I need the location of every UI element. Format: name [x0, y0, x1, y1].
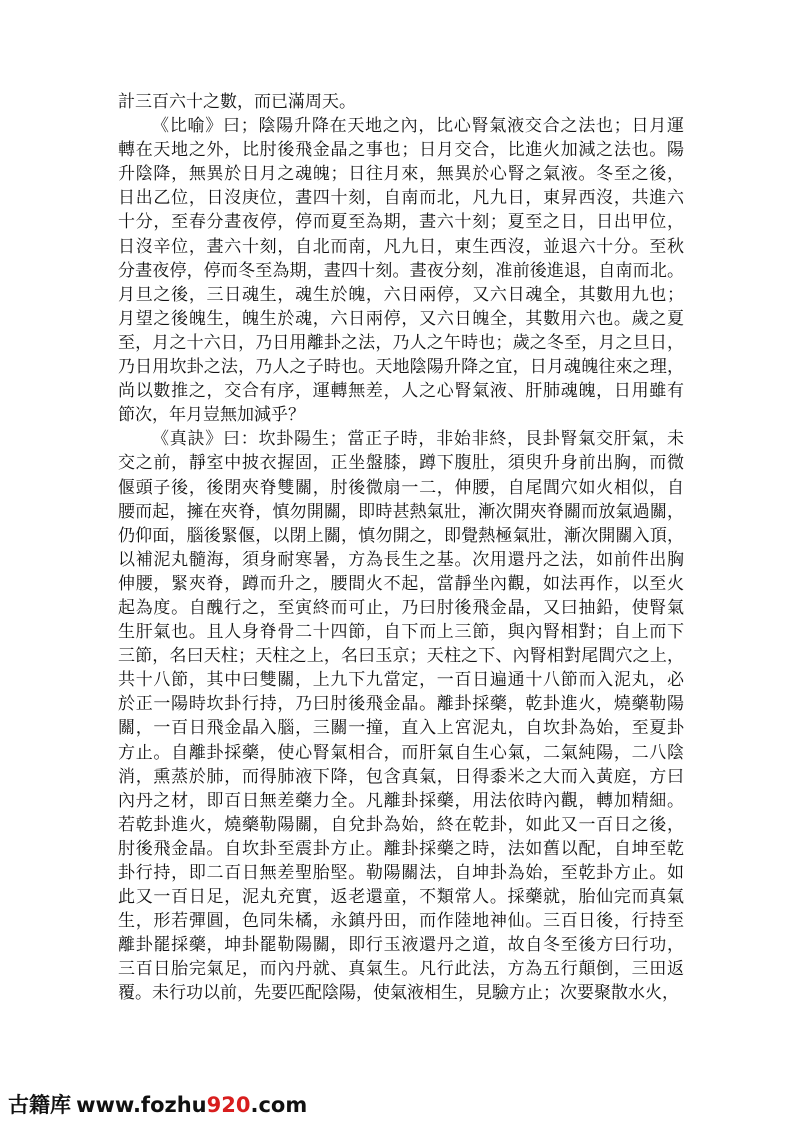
- text-line: 於正一陽時坎卦行持，乃曰肘後飛金晶。離卦採藥，乾卦進火，燒藥勒陽: [118, 694, 684, 715]
- text-line: 此又一百日足，泥丸充實，返老還童，不類常人。採藥就，胎仙完而真氣: [118, 887, 684, 908]
- text-line: 至，月之十六日，乃日用離卦之法，乃人之午時也；歲之冬至，月之旦日，: [118, 332, 684, 353]
- text-line: 《真訣》曰：坎卦陽生；當正子時，非始非終，艮卦腎氣交肝氣，未: [152, 429, 684, 450]
- text-line: 尚以數推之，交合有序，運轉無差，人之心腎氣液、肝肺魂魄，日用雖有: [118, 381, 684, 402]
- text-line: 月旦之後，三日魂生，魂生於魄，六日兩停，又六日魂全，其數用九也；: [118, 284, 684, 305]
- text-line: 日出乙位，日沒庚位，晝四十刻，自南而北，凡九日，東昇西沒，共進六: [118, 188, 684, 209]
- text-line: 生肝氣也。且人身脊骨二十四節，自下而上三節，與內腎相對；自上而下: [118, 622, 684, 643]
- text-line: 消，熏蒸於肺，而得肺液下降，包含真氣，日得黍米之大而入黃庭，方曰: [118, 766, 684, 787]
- paragraph: [118, 90, 684, 114]
- text-line: 腰而起，擁在夾脊，慎勿開關，即時甚熱氣壯，漸次開夾脊關而放氣過關，: [118, 501, 684, 522]
- text-line: 偃頭子後，後閉夾脊雙關，肘後微扇一二，伸腰，自尾閭穴如火相似，自: [118, 477, 684, 498]
- footer-url-prefix: www.fozhu: [76, 1093, 207, 1117]
- text-line: 起為度。自醜行之，至寅終而可止，乃曰肘後飛金晶，又曰抽鉛，使腎氣: [118, 597, 684, 618]
- text-line: 關，一百日飛金晶入腦，三關一撞，直入上宮泥丸，自坎卦為始，至夏卦: [118, 718, 684, 739]
- text-line: 分晝夜停，停而冬至為期，晝四十刻。晝夜分刻，准前後進退，自南而北。: [118, 260, 684, 281]
- text-line: 交之前，靜室中披衣握固，正坐盤膝，蹲下腹肚，須臾升身前出胸，而微: [118, 453, 684, 474]
- text-line: 生，形若彈圓，色同朱橘，永鎮丹田，而作陸地神仙。三百日後，行持至: [118, 911, 684, 932]
- paragraph: [118, 114, 684, 427]
- text-line: 仍仰面，腦後緊偃，以閉上關，慎勿開之，即覺熱極氣壯，漸次開關入頂，: [118, 525, 684, 546]
- text-line: 內丹之材，即百日無差藥力全。凡離卦採藥，用法依時內觀，轉加精細。: [118, 790, 684, 811]
- footer-url-suffix: .com: [250, 1093, 308, 1117]
- text-line: 共十八節，其中曰雙關，上九下九當定，一百日遍通十八節而入泥丸，必: [118, 670, 684, 691]
- text-line: 月望之後魄生，魄生於魂，六日兩停，又六日魄全，其數用六也。歲之夏: [118, 308, 684, 329]
- text-line: 覆。未行功以前，先要匹配陰陽，使氣液相生，見驗方止；次要聚散水火，: [118, 983, 679, 1004]
- text-line: 三百日胎完氣足，而內丹就、真氣生。凡行此法，方為五行顛倒，三田返: [118, 959, 684, 980]
- text-line: 肘後飛金晶。自坎卦至震卦方止。離卦採藥之時，法如舊以配，自坤至乾: [118, 838, 684, 859]
- footer-watermark: [8, 1090, 307, 1120]
- text-line: 方止。自離卦採藥，使心腎氣相合，而肝氣自生心氣，二氣純陽，二八陰: [118, 742, 684, 763]
- paragraph: [118, 427, 684, 1005]
- text-line: 乃日用坎卦之法，乃人之子時也。天地陰陽升降之宜，日月魂魄往來之理，: [118, 357, 684, 378]
- text-line: 日沒辛位，晝六十刻，自北而南，凡九日，東生西沒，並退六十分。至秋: [118, 236, 684, 257]
- text-line: 三節，名曰天柱；天柱之上，名曰玉京；天柱之下、內腎相對尾閭穴之上，: [118, 646, 684, 667]
- text-line: 升陰降，無異於日月之魂魄；日往月來，無異於心腎之氣液。冬至之後，: [118, 164, 684, 185]
- text-line: 卦行持，即二百日無差聖胎堅。勒陽關法，自坤卦為始，至乾卦方止。如: [118, 863, 684, 883]
- text-line: 伸腰，緊夾脊，蹲而升之，腰間火不起，當靜坐內觀，如法再作，以至火: [118, 573, 684, 594]
- footer-url-number: 920: [206, 1093, 251, 1117]
- text-line: 節次，年月豈無加減乎？: [118, 405, 305, 426]
- text-line: 若乾卦進火，燒藥勒陽關，自兌卦為始，終在乾卦，如此又一百日之後，: [118, 814, 684, 835]
- text-line: 轉在天地之外，比肘後飛金晶之事也；日月交合，比進火加減之法也。陽: [118, 140, 684, 161]
- text-line: 計三百六十之數，而已滿周天。: [118, 92, 356, 112]
- text-line: 離卦罷採藥，坤卦罷勒陽關，即行玉液還丹之道，故自冬至後方曰行功，: [118, 935, 684, 956]
- text-body: [118, 90, 684, 1006]
- text-line: 《比喻》曰；陰陽升降在天地之內，比心腎氣液交合之法也；日月運: [152, 116, 684, 137]
- text-line: 以補泥丸髓海，須身耐寒暑，方為長生之基。次用還丹之法，如前件出胸: [118, 549, 684, 570]
- footer-site-name: 古籍库: [8, 1093, 71, 1117]
- text-line: 十分，至春分晝夜停，停而夏至為期，晝六十刻；夏至之日，日出甲位，: [118, 212, 684, 233]
